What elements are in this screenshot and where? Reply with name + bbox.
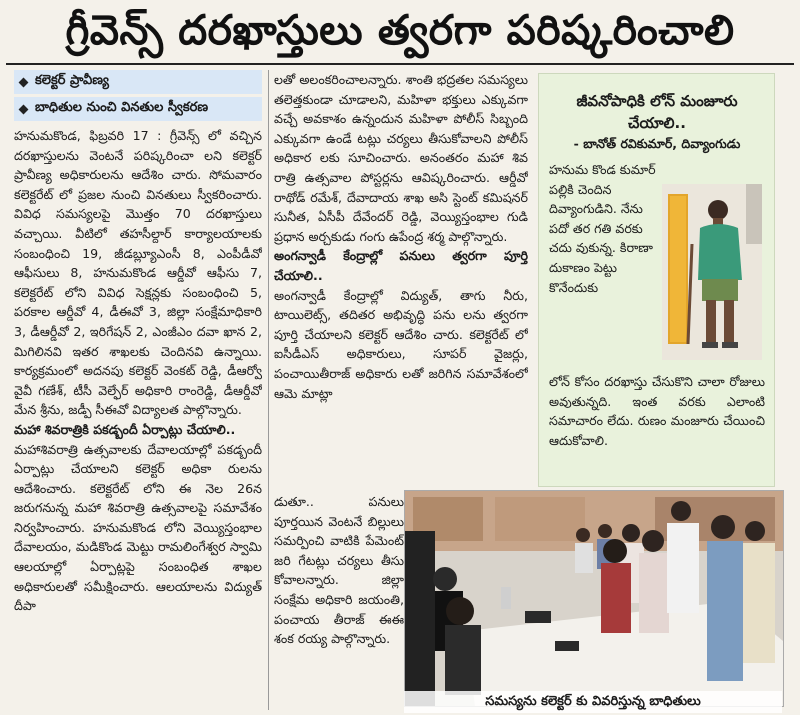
sidebar-title: జీవనోపాధికి లోన్ మంజూరు చేయాలి.. (576, 92, 738, 132)
article-column-1 (14, 126, 262, 715)
diamond-bullet-icon (19, 77, 29, 87)
deck-item (14, 70, 262, 94)
subheading: మహా శివరాత్రికి పకడ్బందీ ఏర్పాట్లు చేయాలి.. (14, 421, 236, 437)
subheading: అంగన్వాడీ కేంద్రాల్లో పనులు త్వరగా పూర్తి చేయాలి.. (274, 248, 528, 283)
sidebar-text: హనుమ కొండ కుమార్ పల్లికి చెందిన దివ్యాంగుడిని. నేను పదో తర గతి వరకు చదు వుకున్న. కిరాణా దుకాణం పెట్టు కొనేందుకు (549, 162, 656, 295)
sidebar-box (538, 73, 775, 487)
body-paragraph: డుతూ.. పనులు పూర్తయిన వెంటనే బిల్లులు సమర్పించి వాటికి పేమెంట్ జరి గేటట్లు చర్యలు తీసు కోవాలన్నారు. జిల్లా సంక్షేమ అధికారి జయంతి, పంచాయ తీరాజ్ ఈఈ శంక రయ్య పాల్గొన్నారు. (274, 494, 404, 647)
body-paragraph: అంగన్వాడీ కేంద్రాల్లో విద్యుత్, తాగు నీరు, టాయిలెట్స్, తదితర అభివృద్ధి పను లను త్వరగా పూర్తి చేయాలని కలెక్టర్ ఆదేశిం చారు. కలెక్టరేట్ లో ఐసీడీఎస్ అధికారులు, సూపర్ వైజర్లు, పంచాయితీరాజ్ అధికారు లతో జరిగిన సమావేశంలో ఆమె మాట్లా (274, 287, 528, 401)
deck-item-text: బాధితుల నుంచి వినతుల స్వీకరణ (35, 100, 209, 115)
article-column-3 (274, 492, 404, 715)
meeting-photo (404, 490, 784, 707)
portrait-photo (662, 184, 762, 360)
body-paragraph: హనుమకొండ, ఫిబ్రవరి 17 : గ్రీవెన్స్ లో వచ్చిన దరఖాస్తులను వెంటనే పరిష్కరించా లని కలెక్టర్ ప్రావీణ్య అధికారులను ఆదేశిం చారు. సోమవారం కలెక్టరేట్ లో ప్రజల నుంచి వినతులు స్వీకరించారు. వివిధ సమస్యలపై మొత్తం 70 దరఖాస్తులు వచ్చాయి. వీటిలో తహసీల్దార్ కార్యాలయాలకు సంబంధించి 19, జీడబ్ల్యూఎంసీ 8, ఎంపీడీవో ఆఫీసులు 8, హనుమకొండ ఆర్డీవో ఆఫీసు 7, కలెక్టరేట్ లోని వివిధ సెక్షన్లకు సంబంధించి 5, పరకాల ఆర్డీవో 4, డీఈవో 3, జిల్లా సంక్షేమాధికారి 3, డీఆర్డీవో 2, ఇరిగేషన్ 2, ఎంజీఎం దవా ఖాన 2, మిగిలినవి ఇతర శాఖలకు చెందినవి ఉన్నాయి. కార్యక్రమంలో అదనపు కలెక్టర్ వెంకట్ రెడ్డి, డీఆర్వో వైవీ గణేశ్, టీసీ వెల్ఫేర్ అధికారి రాంరెడ్డి, డీఆర్డీవో మేన శ్రీను, జడ్పీ సీఈవో విద్యాలత పాల్గొన్నారు. (14, 128, 262, 418)
deck (14, 70, 262, 124)
body-paragraph: లతో అలంకరించాలన్నారు. శాంతి భద్రతల సమస్యలు తలెత్తకుండా చూడాలని, మహిళా భక్తులు ఎక్కువగా వచ్చే అవకాశం ఉన్నందున మహిళా పోలీస్ సిబ్బంది ఎక్కువగా ఉండే టట్లు చర్యలు తీసుకోవాలని పోలీస్ అధికార లకు సూచించారు. అనంతరం మహా శివ రాత్రి ఉత్సవాల పోస్టర్లను ఆవిష్కరించారు. ఆర్డీవో రాథోడ్ రమేశ్, దేవాదాయ శాఖ అసి స్టెంట్ కమిషనర్ సునీత, ఏసీపీ దేవేందర్ రెడ్డి, వెయ్యిస్తంభాల గుడి ప్రధాన అర్చకుడు గంగు ఉపేంద్ర శర్మ పాల్గొన్నారు. (274, 72, 528, 244)
photo-caption: సమస్యను కలెక్టర్ కు వివరిస్తున్న బాధితులు (404, 691, 782, 713)
headline-rule (6, 63, 794, 65)
column-divider (268, 70, 269, 710)
headline: గ్రీవెన్స్ దరఖాస్తులు త్వరగా పరిష్కరించాలి (65, 6, 735, 54)
sidebar-byline: - బానోత్ రవికుమార్, దివ్యాంగుడు (573, 136, 741, 151)
sidebar-text: లోన్ కోసం దరఖాస్తు చేసుకొని చాలా రోజులు అవుతున్నది. ఇంత వరకు ఎలాంటి సమాచారం లేదు. రుణం మంజూరు చేయించి ఆదుకోవాలి. (549, 374, 765, 448)
deck-item (14, 97, 262, 121)
diamond-bullet-icon (19, 104, 29, 114)
deck-item-text: కలెక్టర్ ప్రావీణ్య (35, 73, 109, 88)
body-paragraph: మహాశివరాత్రి ఉత్సవాలకు దేవాలయాల్లో పకడ్బందీ ఏర్పాట్లు చేయాలని కలెక్టర్ అధికా రులను ఆదేశించారు. కలెక్టరేట్ లోని ఈ నెల 26న జరుగనున్న మహా శివరాత్రి ఉత్సవాలపై సమావేశం నిర్వహించారు. హనుమకొండ లోని వెయ్యిస్తంభాల దేవాలయం, మడికొండ మెట్టు రామలింగేశ్వర స్వామి ఆలయాల్లో ఏర్పాట్లపై సంబంధిత శాఖల అధికారులతో సమీక్షించారు. ఆలయాలను విద్యుత్ దీపా (14, 441, 262, 614)
article-column-2 (274, 70, 528, 490)
